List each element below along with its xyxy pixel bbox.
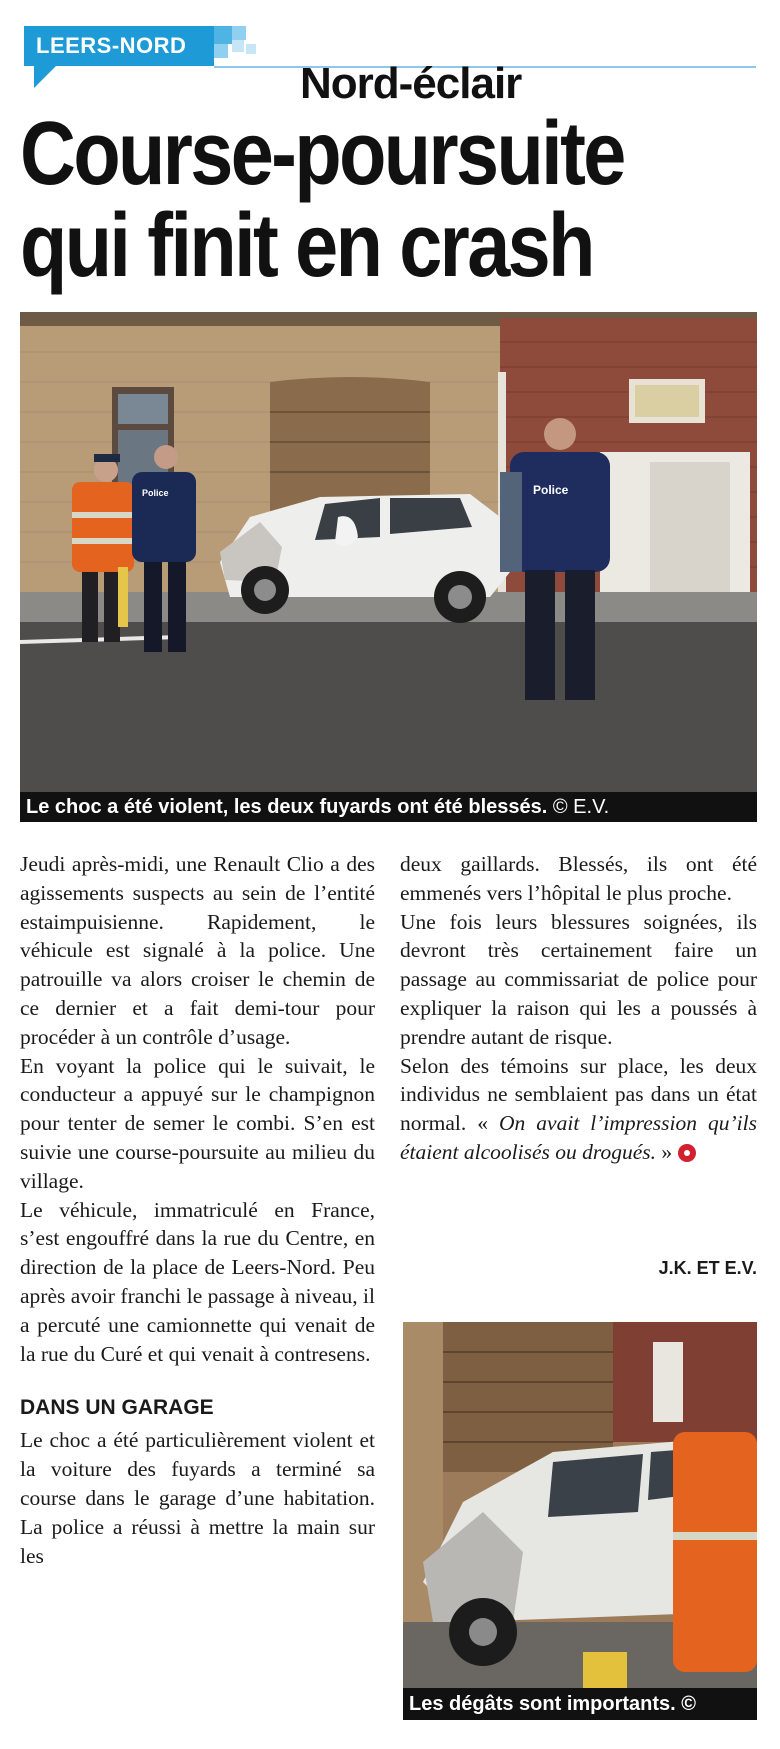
police-patch-right: Police [533,483,569,497]
witness-quote: On avait l’impression qu’ils étaient alcoolisés ou drogués. [400,1111,757,1164]
section-tag-tail [34,66,56,88]
section-tag: LEERS-NORD [24,26,214,66]
article-paragraph: Une fois leurs blessures soignées, ils devront très certainement faire un passage au commissariat de police pour expliquer la raison qui les a poussés à prendre autant de risque. [400,909,757,1049]
main-photo-caption [20,792,757,822]
article-paragraph: En voyant la police qui le suivait, le conducteur a appuyé sur le champignon pour tenter de semer le combi. S’en est suivie une course-poursuite au milieu du village. [20,1053,375,1193]
main-photo [20,312,757,792]
end-of-article-icon [678,1144,696,1162]
article-paragraph: Jeudi après-midi, une Renault Clio a des agissements suspects au sein de l’entité estaimpuisienne. Rapidement, le véhicule est signalé à la police. Une patrouille va alors croiser le chemin de ce dernier et a fait demi-tour pour procéder à un contrôle d’usage. [20,852,375,1049]
article-paragraph: Le choc a été particulièrement violent et la voiture des fuyards a terminé sa course dans le garage d’une habitation. La police a réussi à mettre la main sur les [20,1428,375,1568]
section-tag-squares [214,26,274,66]
main-photo-credit: © E.V. [552,796,610,818]
quote-close: » [655,1139,673,1164]
headline-line-2: qui finit en crash [20,196,593,296]
headline [20,104,656,296]
article-paragraph: deux gaillards. Blessés, ils ont été emmenés vers l’hôpital le plus proche. [400,852,757,905]
article-subhead: DANS UN GARAGE [20,1396,214,1420]
article-column-right [400,850,757,1167]
byline: J.K. ET E.V. [658,1258,757,1278]
secondary-photo [403,1322,757,1710]
quote-lead: Selon des témoins sur place, les deux individus ne semblaient pas dans un état normal. « [400,1053,757,1136]
article-column-left [20,850,375,1570]
secondary-photo-caption [403,1688,757,1720]
newspaper-name: Nord-éclair [300,59,522,108]
secondary-photo-credit: © [681,1693,697,1715]
police-patch-left: Police [142,488,169,498]
article-paragraph-quote [400,1052,757,1167]
secondary-photo-caption-text: Les dégâts sont importants. [409,1693,676,1715]
main-photo-caption-text: Le choc a été violent, les deux fuyards ont été blessés. [26,796,548,818]
headline-line-1: Course-poursuite [20,104,624,204]
article-paragraph: Le véhicule, immatriculé en France, s’est engouffré dans la rue du Centre, en direction de la place de Leers-Nord. Peu après avoir franchi le passage à niveau, il a percuté une camionnette qui venait de la rue du Curé et qui venait à contresens. [20,1197,375,1366]
